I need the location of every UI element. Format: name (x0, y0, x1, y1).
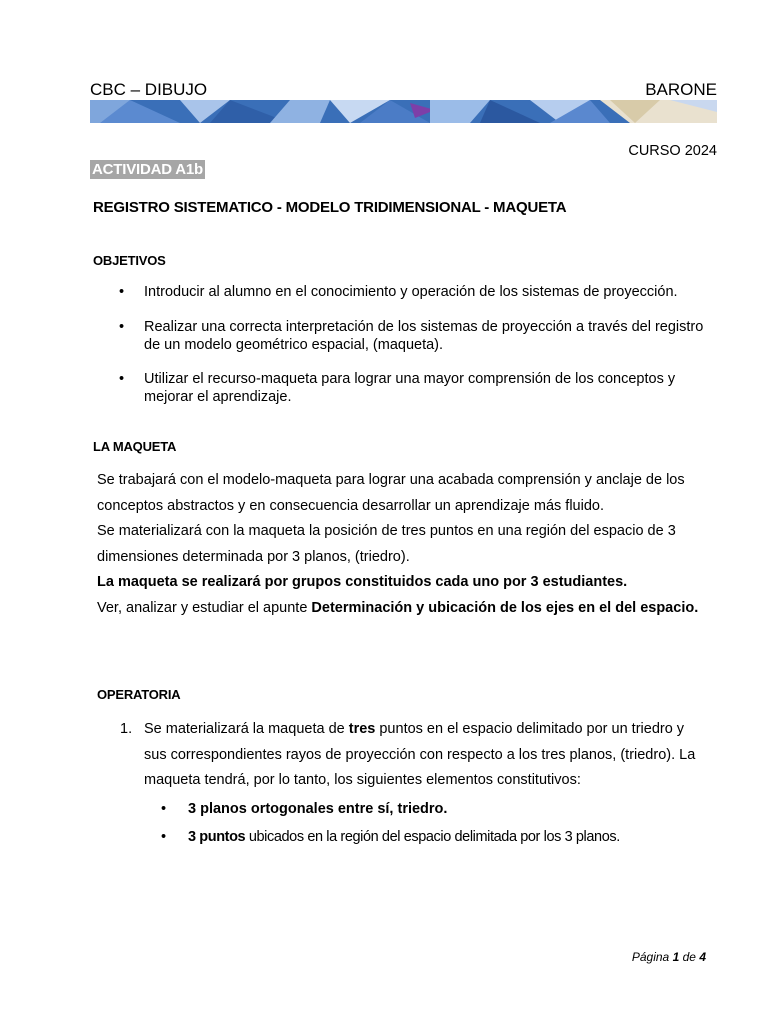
section-heading-operatoria: OPERATORIA (97, 687, 181, 702)
activity-badge: ACTIVIDAD A1b (92, 161, 204, 178)
document-title: REGISTRO SISTEMATICO - MODELO TRIDIMENSIONAL - MAQUETA (93, 199, 567, 216)
list-item: • Realizar una correcta interpretación de los sistemas de proyección a través del registro de un modelo geométrico espacial, (maqueta). (119, 319, 704, 353)
reference-line: Ver, analizar y estudiar el apunte Determinación y ubicación de los ejes en el del espacio. (97, 599, 699, 616)
operatoria-item: Se materializará la maqueta de tres puntos en el espacio delimitado por un triedro y sus correspondientes rayos de proyección con respecto a los tres planos, (triedro). La maqueta tendrá, por lo tanto, los siguientes elementos constitutivos: (144, 721, 696, 788)
section-heading-maqueta: LA MAQUETA (93, 439, 177, 454)
bullet-icon: • (119, 319, 125, 335)
groups-note: La maqueta se realizará por grupos constituidos cada uno por 3 estudiantes. (97, 574, 628, 590)
header-banner-image (90, 100, 717, 123)
bullet-icon: • (119, 284, 125, 300)
header-left: CBC – DIBUJO (90, 80, 208, 99)
section-heading-objetivos: OBJETIVOS (93, 253, 166, 268)
bullet-icon: • (161, 829, 166, 845)
list-item: • Utilizar el recurso-maqueta para lograr una mayor comprensión de los conceptos y mejorar el aprendizaje. (119, 371, 676, 405)
header-right: BARONE (645, 80, 717, 99)
list-item: • Introducir al alumno en el conocimiento y operación de los sistemas de proyección. (119, 284, 678, 300)
page-number: Página 1 de 4 (631, 950, 706, 964)
maqueta-paragraph: Se trabajará con el modelo-maqueta para lograr una acabada comprensión y anclaje de los conceptos abstractos y en consecuencia desarrollar un aprendizaje más fluido. Se materializará con la maqueta la posición de tres puntos en una región del espacio de 3 dimensiones determinada por 3 planos, (triedro). La maqueta se realizará por grupos constituidos cada uno por 3 estudiantes. Ver, analizar y estudiar el apunte Determinación y ubicación de los ejes en el del espacio. (97, 468, 737, 621)
list-item: • 3 planos ortogonales entre sí, triedro. (188, 797, 447, 823)
bullet-icon: • (161, 801, 167, 817)
bullet-icon: • (119, 371, 125, 387)
list-item: • 3 puntos ubicados en la región del espacio delimitada por los 3 planos. (188, 825, 620, 851)
list-number: 1. (120, 721, 133, 737)
course-year: CURSO 2024 (628, 143, 717, 159)
